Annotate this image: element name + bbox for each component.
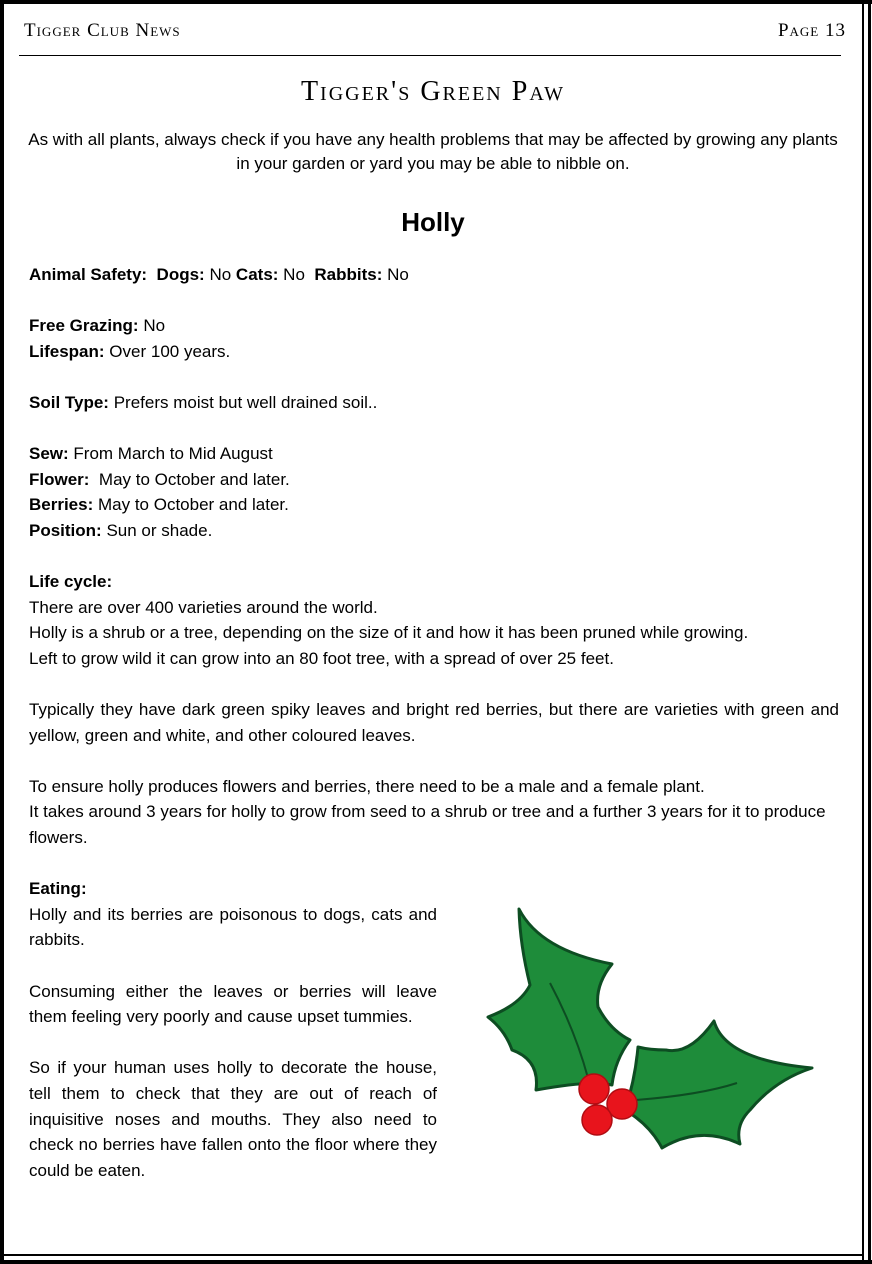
lifespan-label: Lifespan: [29, 341, 105, 361]
pollination [29, 774, 839, 851]
pollination-line: To ensure holly produces flowers and berries, there need to be a male and a female plant. [29, 776, 705, 796]
page-border-top [0, 0, 872, 4]
position-label: Position: [29, 520, 102, 540]
flower-value: May to October and later. [98, 469, 290, 489]
cats-value: No [283, 265, 305, 284]
soil-value: Prefers moist but well drained soil.. [113, 392, 378, 412]
grazing-lifespan [29, 313, 839, 364]
eating-paragraph: So if your human uses holly to decorate the house, tell them to check that they are out of reach of inquisitive noses and mouths. They also need to check no berries have fallen onto the floor where they could be eaten. [29, 1058, 437, 1180]
berries-label: Berries: [29, 495, 94, 515]
page-border-bottom [0, 1254, 864, 1256]
holly-berry [582, 1105, 612, 1135]
rabbits-label: Rabbits: [314, 265, 383, 284]
holly-illustration [470, 890, 870, 1190]
section-title: Tigger's Green Paw [300, 76, 566, 107]
soil-label: Soil Type: [29, 392, 109, 412]
flower-label: Flower: [29, 469, 90, 489]
eating-label: Eating: [29, 879, 87, 899]
leaf-varieties: Typically they have dark green spiky leaves and bright red berries, but there are varieties with green and yellow, green and white, and other coloured leaves. [29, 700, 839, 745]
berries-value: May to October and later. [98, 495, 289, 515]
growing-facts [29, 441, 839, 543]
plant-name: Holly [401, 207, 465, 237]
lifespan-value: Over 100 years. [109, 341, 231, 361]
page-border-bottom-outer [0, 1260, 872, 1264]
intro-text: As with all plants, always check if you have any health problems that may be affected by growing any plants in your garden or yard you may be able to nibble on. [28, 130, 838, 173]
grazing-label: Free Grazing: [29, 316, 139, 336]
life-cycle-label: Life cycle: [29, 572, 113, 592]
cats-label: Cats: [235, 265, 279, 284]
dogs-value: No [209, 265, 232, 284]
life-cycle-line: There are over 400 varieties around the world. [29, 597, 378, 617]
safety-label: Animal Safety: [29, 265, 148, 284]
header-rule [19, 55, 841, 56]
eating-section [29, 876, 437, 1183]
publication-name: Tigger Club News [24, 20, 181, 41]
soil-type [29, 390, 839, 416]
eating-paragraph: Consuming either the leaves or berries will leave them feeling very poorly and cause upset tummies. [29, 981, 437, 1027]
page-border-left [0, 0, 4, 1264]
rabbits-value: No [387, 265, 409, 284]
animal-safety [29, 262, 839, 288]
life-cycle-line: Left to grow wild it can grow into an 80 foot tree, with a spread of over 25 feet. [29, 648, 614, 668]
holly-berry [579, 1074, 609, 1104]
position-value: Sun or shade. [106, 520, 213, 540]
eating-paragraph: Holly and its berries are poisonous to dogs, cats and rabbits. [29, 904, 437, 950]
holly-leaf-right [625, 1021, 812, 1148]
sew-label: Sew: [29, 444, 69, 464]
life-cycle [29, 569, 839, 671]
life-cycle-line: Holly is a shrub or a tree, depending on the size of it and how it has been pruned while growing. [29, 623, 749, 643]
sew-value: From March to Mid August [73, 444, 273, 464]
growth-time-line: It takes around 3 years for holly to grow from seed to a shrub or tree and a further 3 years for it to produce flowers. [29, 802, 826, 848]
page-number: Page 13 [777, 20, 846, 41]
dogs-label: Dogs: [156, 265, 205, 284]
grazing-value: No [143, 316, 166, 336]
